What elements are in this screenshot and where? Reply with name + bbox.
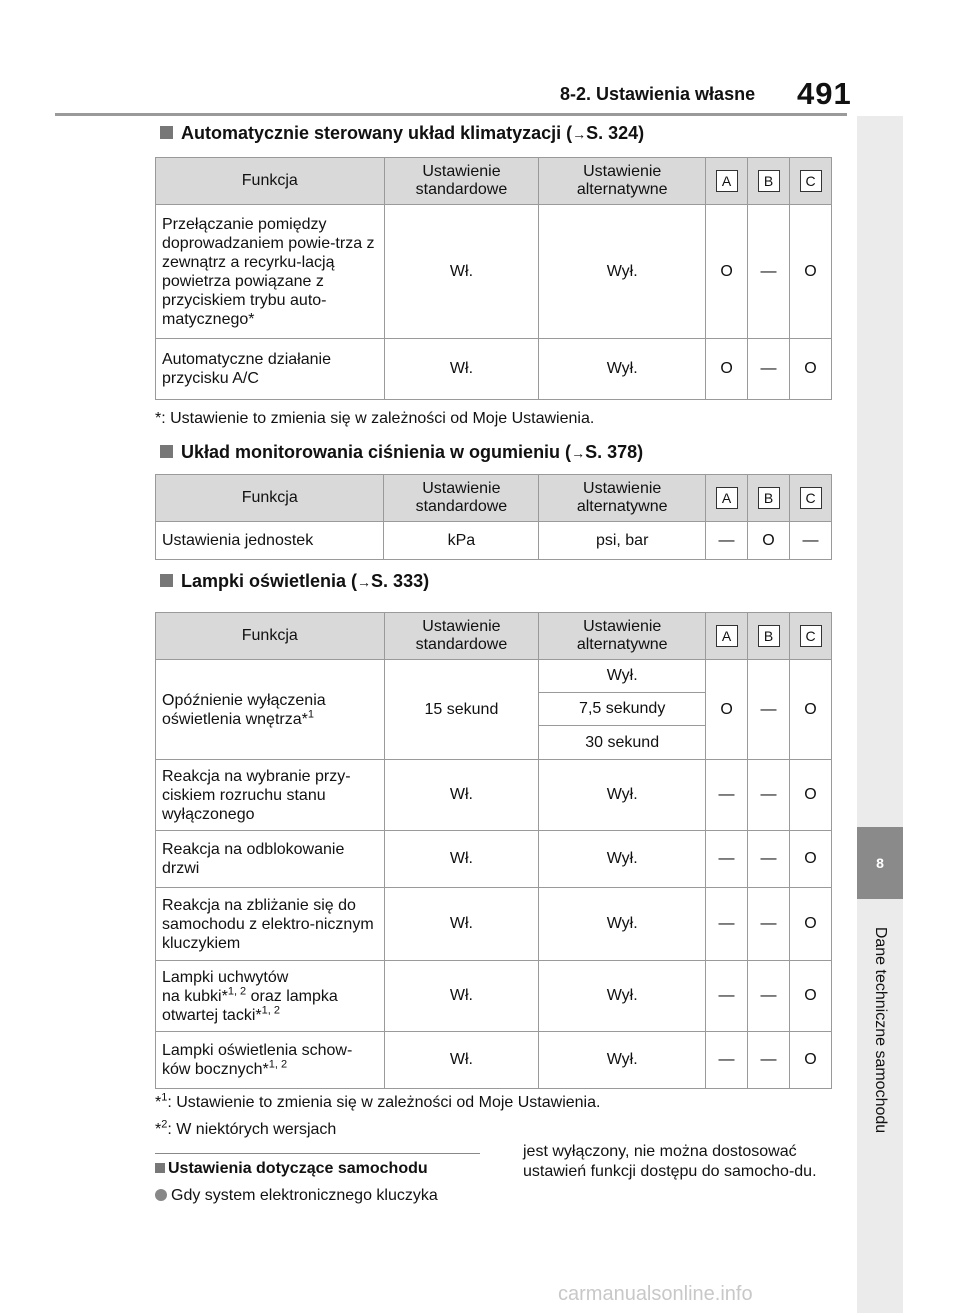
settings-table-climate xyxy=(155,157,832,400)
standard-cell: Wł. xyxy=(384,888,539,961)
alternative-cell: 7,5 sekundy xyxy=(539,693,706,726)
table-row xyxy=(156,660,832,693)
alternative-cell: Wył. xyxy=(539,888,706,961)
col-a-cell: — xyxy=(706,760,748,831)
table-row xyxy=(156,888,832,961)
footnote: *: Ustawienie to zmienia się w zależności od Moje Ustawienia. xyxy=(155,410,595,427)
standard-cell: Wł. xyxy=(384,831,539,888)
header-b xyxy=(748,158,790,205)
page-number: 491 xyxy=(797,76,852,111)
key-a-icon: A xyxy=(716,487,738,509)
col-c-cell: — xyxy=(790,522,832,560)
col-b-cell: — xyxy=(748,760,790,831)
col-b-cell: — xyxy=(748,961,790,1032)
header-function: Funkcja xyxy=(156,475,384,522)
function-cell: Lampki oświetlenia schow- ków bocznych*$^{1, 2}$ xyxy=(156,1032,385,1089)
function-cell: Opóźnienie wyłączenia oświetlenia wnętrza*$^1$ xyxy=(156,660,385,760)
col-a-cell: — xyxy=(706,522,748,560)
header-alternative: Ustawienie alternatywne xyxy=(539,613,706,660)
key-b-icon: B xyxy=(758,170,780,192)
col-a-cell: O xyxy=(706,339,748,400)
col-b-cell: — xyxy=(748,1032,790,1089)
table-header xyxy=(156,613,832,660)
circle-bullet-icon xyxy=(155,1189,167,1201)
table-header xyxy=(156,475,832,522)
key-a-icon: A xyxy=(716,170,738,192)
standard-cell: Wł. xyxy=(384,760,539,831)
header-a xyxy=(706,613,748,660)
key-b-icon: B xyxy=(758,625,780,647)
settings-table-lights xyxy=(155,612,832,1089)
square-bullet-icon xyxy=(160,445,173,458)
alternative-cell: Wył. xyxy=(539,760,706,831)
section-heading-climate: Automatycznie sterowany układ klimatyzacji (→S. 324) xyxy=(160,123,644,144)
standard-cell: Wł. xyxy=(384,1032,539,1089)
key-c-icon: C xyxy=(800,625,822,647)
settings-table-tire-pressure xyxy=(155,474,832,560)
alternative-cell: Wył. xyxy=(539,831,706,888)
header-standard: Ustawienie standardowe xyxy=(384,475,539,522)
standard-cell: 15 sekund xyxy=(384,660,539,760)
function-cell: Reakcja na wybranie przy-ciskiem rozruchu stanu wyłączonego xyxy=(156,760,385,831)
function-cell: Ustawienia jednostek xyxy=(156,522,384,560)
page-reference[interactable]: S. 333) xyxy=(371,571,430,591)
function-cell: Automatyczne działanie przycisku A/C xyxy=(156,339,385,400)
table-row xyxy=(156,760,832,831)
col-a-cell: — xyxy=(706,961,748,1032)
arrow-icon: → xyxy=(357,574,372,590)
table-row xyxy=(156,1032,832,1089)
header-function: Funkcja xyxy=(156,613,385,660)
header-b xyxy=(748,613,790,660)
list-item: Gdy system elektronicznego kluczyka xyxy=(155,1187,438,1205)
function-cell: Reakcja na odblokowanie drzwi xyxy=(156,831,385,888)
header-standard: Ustawienie standardowe xyxy=(384,613,539,660)
col-c-cell: O xyxy=(790,339,832,400)
col-c-cell: O xyxy=(790,961,832,1032)
col-a-cell: O xyxy=(706,205,748,339)
alternative-cell: Wył. xyxy=(539,1032,706,1089)
alternative-cell: Wył. xyxy=(539,961,706,1032)
col-b-cell: — xyxy=(748,888,790,961)
col-c-cell: O xyxy=(790,760,832,831)
footnote-2: *$^2$: W niektórych wersjach xyxy=(155,1118,337,1138)
table-row xyxy=(156,961,832,1032)
section-header: 8-2. Ustawienia własne xyxy=(560,84,756,104)
col-c-cell: O xyxy=(790,831,832,888)
col-c-cell: O xyxy=(790,1032,832,1089)
key-b-icon: B xyxy=(758,487,780,509)
arrow-icon: → xyxy=(572,126,587,142)
col-b-cell: — xyxy=(748,831,790,888)
standard-cell: Wł. xyxy=(384,339,539,400)
col-c-cell: O xyxy=(790,205,832,339)
header-standard: Ustawienie standardowe xyxy=(384,158,539,205)
divider xyxy=(155,1153,480,1154)
col-b-cell: — xyxy=(748,660,790,760)
standard-cell: Wł. xyxy=(384,961,539,1032)
col-b-cell: — xyxy=(748,205,790,339)
continued-text: jest wyłączony, nie można dostosować ustawień funkcji dostępu do samocho-du. xyxy=(523,1143,817,1180)
key-a-icon: A xyxy=(716,625,738,647)
alternative-cell: psi, bar xyxy=(539,522,706,560)
header-alternative: Ustawienie alternatywne xyxy=(539,475,706,522)
standard-cell: Wł. xyxy=(384,205,539,339)
header-c xyxy=(790,475,832,522)
table-row xyxy=(156,205,832,339)
col-b-cell: O xyxy=(748,522,790,560)
header-alternative: Ustawienie alternatywne xyxy=(539,158,706,205)
col-a-cell: O xyxy=(706,660,748,760)
section-heading-tire-pressure: Układ monitorowania ciśnienia w ogumieniu (→S. 378) xyxy=(160,442,643,463)
watermark: carmanualsonline.info xyxy=(558,1283,753,1305)
square-bullet-icon xyxy=(160,574,173,587)
table-row xyxy=(156,339,832,400)
function-cell: Przełączanie pomiędzy doprowadzaniem powie-trza z zewnątrz a recyrku-lacją powietrza powiązane z przyciskiem trybu auto-matycznego* xyxy=(156,205,385,339)
col-c-cell: O xyxy=(790,888,832,961)
table-row xyxy=(156,522,832,560)
chapter-tab[interactable]: 8 xyxy=(857,827,903,899)
header-b xyxy=(748,475,790,522)
col-a-cell: — xyxy=(706,888,748,961)
table-row xyxy=(156,831,832,888)
function-cell: Reakcja na zbliżanie się do samochodu z elektro-nicznym kluczykiem xyxy=(156,888,385,961)
key-c-icon: C xyxy=(800,487,822,509)
page-reference[interactable]: S. 324) xyxy=(586,123,645,143)
square-bullet-icon xyxy=(155,1163,165,1173)
alternative-cell: Wył. xyxy=(539,660,706,693)
subheading-vehicle-settings: Ustawienia dotyczące samochodu xyxy=(155,1160,428,1178)
table-header xyxy=(156,158,832,205)
col-a-cell: — xyxy=(706,831,748,888)
alternative-cell: Wył. xyxy=(539,205,706,339)
standard-cell: kPa xyxy=(384,522,539,560)
header-a xyxy=(706,158,748,205)
page-reference[interactable]: S. 378) xyxy=(585,442,644,462)
key-c-icon: C xyxy=(800,170,822,192)
chapter-label: Dane techniczne samochodu xyxy=(872,926,889,1134)
header-c xyxy=(790,613,832,660)
alternative-cell: 30 sekund xyxy=(539,726,706,760)
header-a xyxy=(706,475,748,522)
col-a-cell: — xyxy=(706,1032,748,1089)
header-rule xyxy=(55,113,847,116)
section-heading-lights: Lampki oświetlenia (→S. 333) xyxy=(160,571,429,592)
square-bullet-icon xyxy=(160,126,173,139)
footnote-1: *$^1$: Ustawienie to zmienia się w zależności od Moje Ustawienia. xyxy=(155,1091,601,1111)
col-c-cell: O xyxy=(790,660,832,760)
sidebar-strip xyxy=(857,116,903,1313)
alternative-cell: Wył. xyxy=(539,339,706,400)
arrow-icon: → xyxy=(571,445,586,461)
col-b-cell: — xyxy=(748,339,790,400)
header-c xyxy=(790,158,832,205)
function-cell: Lampki uchwytów na kubki*$^{1, 2}$ oraz lampka otwartej tacki*$^{1, 2}$ xyxy=(156,961,385,1032)
header-function: Funkcja xyxy=(156,158,385,205)
